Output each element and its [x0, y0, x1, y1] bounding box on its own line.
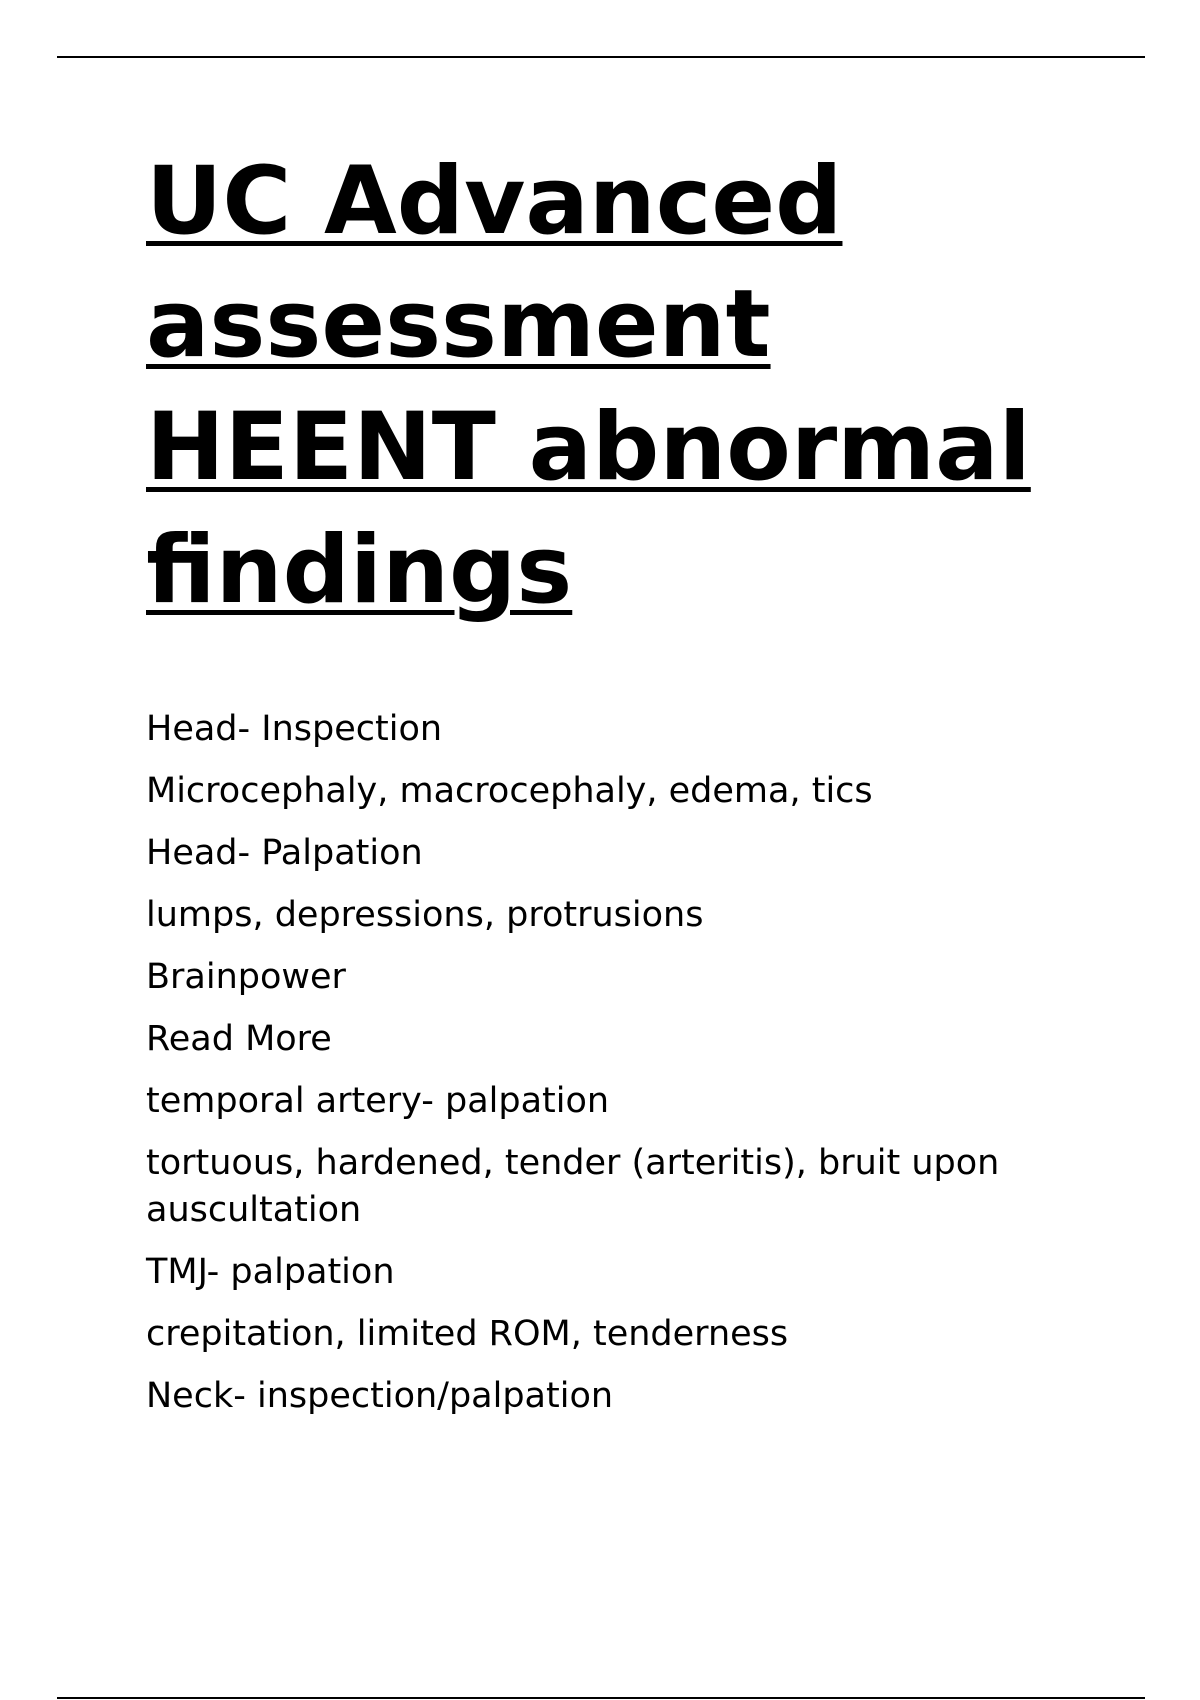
- body-line-tmj-palpation: TMJ- palpation: [146, 1252, 395, 1292]
- read-more-link[interactable]: Read More: [146, 1019, 332, 1059]
- body-line-temporal-artery: temporal artery- palpation: [146, 1081, 610, 1121]
- document-title: UC Advanced assessment HEENT abnormal findings: [146, 147, 1031, 625]
- top-rule: [57, 56, 1145, 58]
- bottom-rule: [57, 1697, 1145, 1699]
- body-line-neck: Neck- inspection/palpation: [146, 1376, 614, 1416]
- body-line-head-palpation: Head- Palpation: [146, 833, 423, 873]
- body-line-head-inspection-findings: Microcephaly, macrocephaly, edema, tics: [146, 771, 873, 811]
- body-line-brainpower: Brainpower: [146, 957, 346, 997]
- body-line-temporal-artery-findings: tortuous, hardened, tender (arteritis), bruit upon auscultation: [146, 1143, 1000, 1230]
- body-line-head-inspection: Head- Inspection: [146, 709, 443, 749]
- body-line-tmj-findings: crepitation, limited ROM, tenderness: [146, 1314, 789, 1354]
- document-body: [146, 706, 1066, 1435]
- body-line-head-palpation-findings: lumps, depressions, protrusions: [146, 895, 704, 935]
